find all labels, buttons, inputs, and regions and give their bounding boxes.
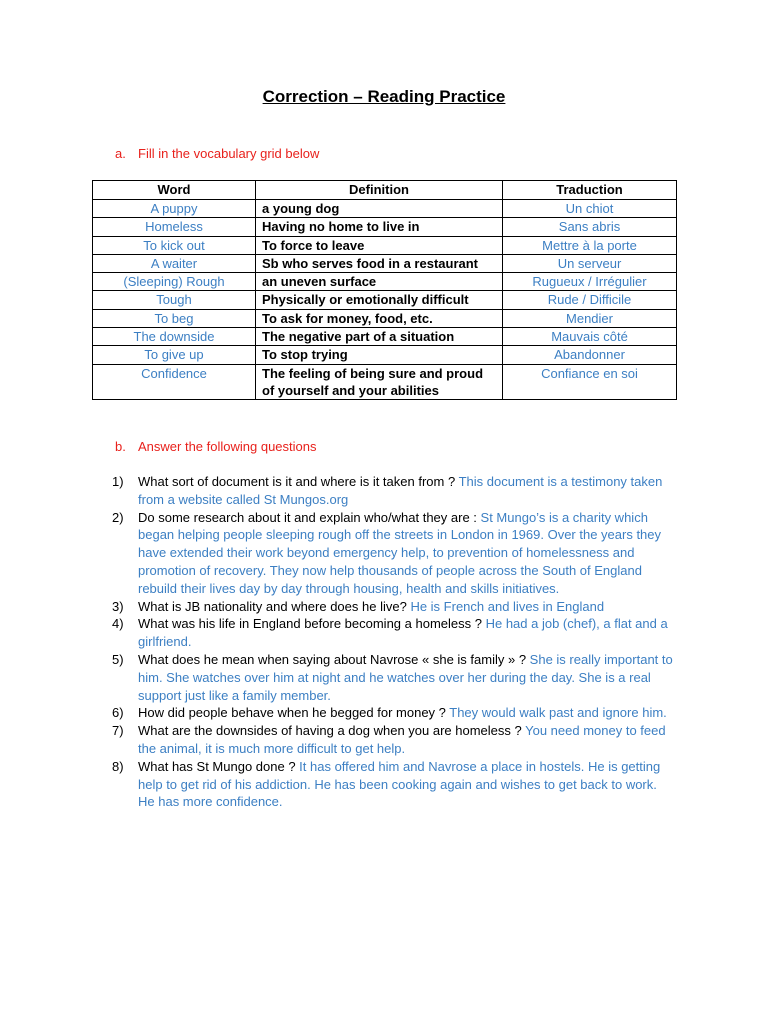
- definition-cell: The feeling of being sure and proud of yourself and your abilities: [256, 364, 503, 400]
- traduction-cell: Mendier: [503, 309, 677, 327]
- word-cell: The downside: [93, 328, 256, 346]
- definition-cell: Sb who serves food in a restaurant: [256, 254, 503, 272]
- question-text: What has St Mungo done ?: [138, 758, 300, 774]
- question-list: [112, 473, 677, 811]
- question-text: What was his life in England before becoming a homeless ?: [138, 616, 486, 632]
- answer-text: He is French and lives in England: [410, 598, 605, 614]
- question-item: [112, 509, 677, 598]
- section-b-heading: [115, 439, 317, 454]
- table-row: [93, 254, 677, 272]
- question-number: 2): [112, 509, 124, 525]
- question-number: 7): [112, 723, 124, 739]
- definition-cell: To force to leave: [256, 236, 503, 254]
- traduction-cell: Mauvais côté: [503, 328, 677, 346]
- question-number: 4): [112, 616, 124, 632]
- traduction-cell: Abandonner: [503, 346, 677, 364]
- definition-cell: an uneven surface: [256, 273, 503, 291]
- definition-cell: To stop trying: [256, 346, 503, 364]
- traduction-cell: Confiance en soi: [503, 364, 677, 400]
- traduction-cell: Un chiot: [503, 200, 677, 218]
- definition-cell: Having no home to live in: [256, 218, 503, 236]
- question-item: [112, 758, 677, 811]
- word-cell: (Sleeping) Rough: [93, 273, 256, 291]
- question-text: What sort of document is it and where is it taken from ?: [138, 474, 459, 489]
- section-a-heading: [115, 146, 319, 161]
- question-number: 6): [112, 705, 124, 721]
- answer-text: St Mungo’s is a charity which began helping people sleeping rough off the streets in London in 1969. Over the years they have extended their work beyond emergency help, to prevention of homelessness and promotion of recovery. They now help thousands of people across the South of England rebuild their lives day by day through housing, health and skills initiatives.: [138, 509, 662, 596]
- question-text: What does he mean when saying about Navrose « she is family » ?: [138, 651, 530, 667]
- question-number: 8): [112, 758, 124, 774]
- traduction-cell: Rugueux / Irrégulier: [503, 273, 677, 291]
- word-cell: To beg: [93, 309, 256, 327]
- section-b-letter: b.: [115, 439, 126, 454]
- definition-cell: The negative part of a situation: [256, 328, 503, 346]
- header-traduction: Traduction: [503, 181, 677, 200]
- vocabulary-table: [92, 180, 677, 400]
- table-row: [93, 273, 677, 291]
- answer-text: He had a job (chef), a flat and a girlfriend.: [138, 616, 668, 650]
- definition-cell: a young dog: [256, 200, 503, 218]
- word-cell: To kick out: [93, 236, 256, 254]
- answer-text: They would walk past and ignore him.: [449, 705, 667, 721]
- definition-cell: To ask for money, food, etc.: [256, 309, 503, 327]
- question-item: [112, 615, 677, 651]
- header-word: Word: [93, 181, 256, 200]
- traduction-cell: Mettre à la porte: [503, 236, 677, 254]
- answer-text: This document is a testimony taken from a website called St Mungos.org: [138, 474, 663, 507]
- table-row: [93, 328, 677, 346]
- answer-text: You need money to feed the animal, it is much more difficult to get help.: [138, 723, 666, 756]
- question-item: [112, 722, 677, 758]
- section-a-text: Fill in the vocabulary grid below: [138, 146, 320, 161]
- question-item: [112, 651, 677, 704]
- word-cell: Tough: [93, 291, 256, 309]
- question-number: 5): [112, 651, 124, 667]
- word-cell: Confidence: [93, 364, 256, 400]
- question-text: How did people behave when he begged for money ?: [138, 705, 450, 721]
- page-title: Correction – Reading Practice: [262, 87, 506, 106]
- word-cell: A waiter: [93, 254, 256, 272]
- table-header-row: [93, 181, 677, 200]
- question-number: 3): [112, 598, 124, 614]
- answer-text: It has offered him and Navrose a place in hostels. He is getting help to get rid of his addiction. He has been cooking again and wishes to get back to work. He has more confidence.: [138, 758, 661, 810]
- table-row: [93, 200, 677, 218]
- header-definition: Definition: [256, 181, 503, 200]
- table-row: [93, 291, 677, 309]
- question-number: 1): [112, 474, 124, 489]
- table-row: [93, 309, 677, 327]
- table-row: [93, 236, 677, 254]
- question-item: [112, 704, 677, 722]
- word-cell: To give up: [93, 346, 256, 364]
- section-b-text: Answer the following questions: [138, 439, 317, 454]
- question-text: Do some research about it and explain who/what they are :: [138, 509, 481, 525]
- answer-text: She is really important to him. She watches over him at night and he watches over her during the day. She is a real support just like a family member.: [138, 651, 673, 703]
- definition-cell: Physically or emotionally difficult: [256, 291, 503, 309]
- table-row: [93, 218, 677, 236]
- question-item: [112, 598, 677, 616]
- section-a-letter: a.: [115, 146, 126, 161]
- traduction-cell: Rude / Difficile: [503, 291, 677, 309]
- word-cell: A puppy: [93, 200, 256, 218]
- question-item: [112, 473, 677, 509]
- word-cell: Homeless: [93, 218, 256, 236]
- table-row: [93, 346, 677, 364]
- question-text: What are the downsides of having a dog when you are homeless ?: [138, 723, 526, 739]
- question-text: What is JB nationality and where does he live?: [138, 598, 411, 614]
- traduction-cell: Un serveur: [503, 254, 677, 272]
- table-row: [93, 364, 677, 400]
- traduction-cell: Sans abris: [503, 218, 677, 236]
